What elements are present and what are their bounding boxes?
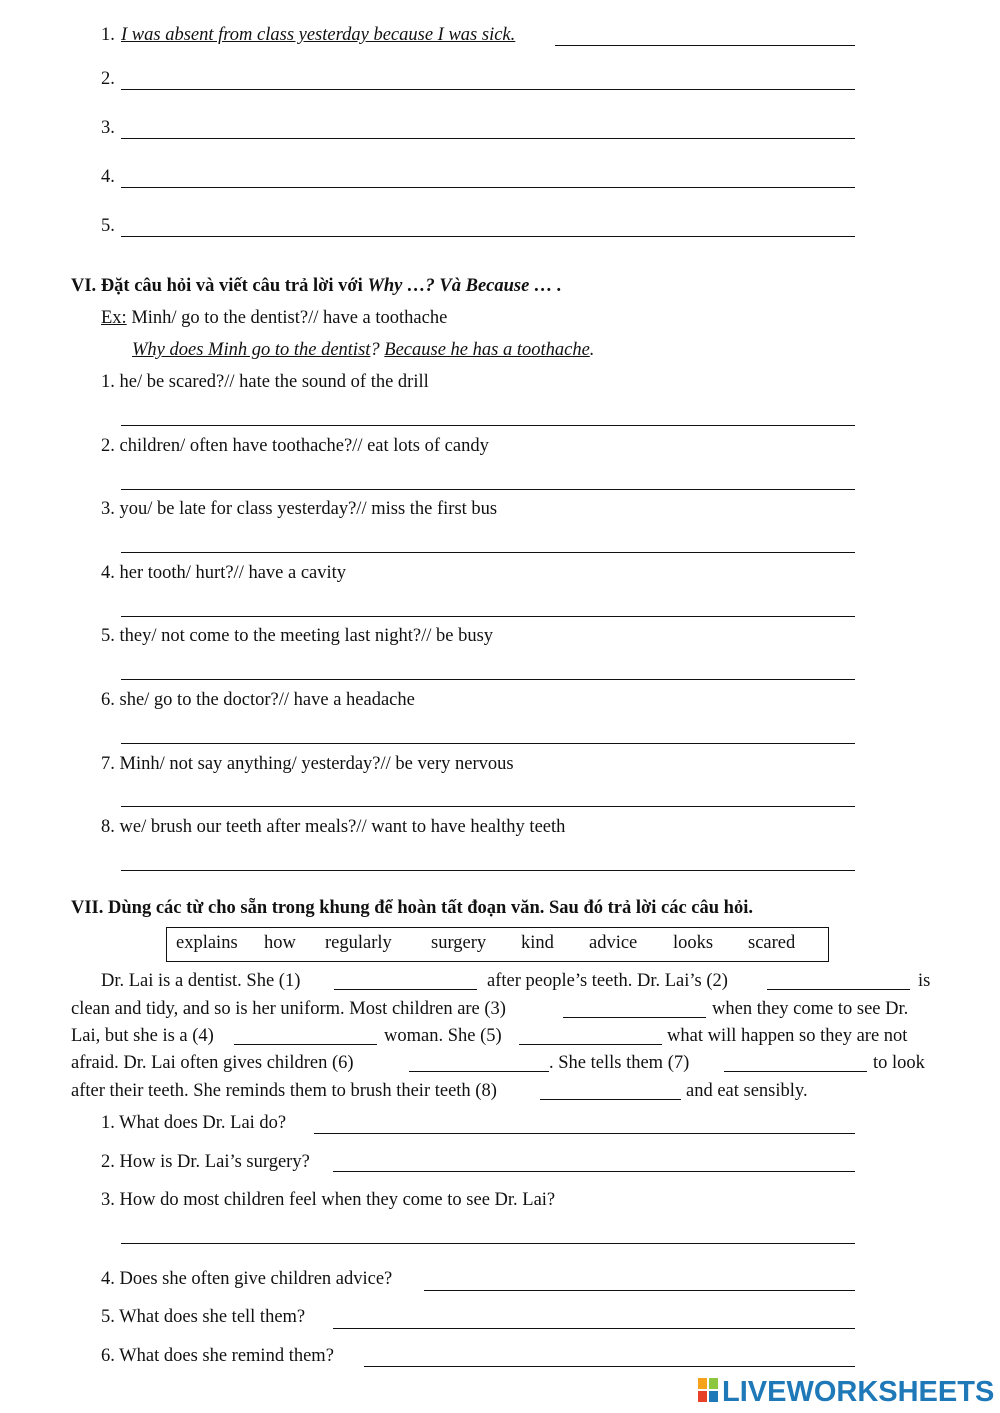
example-prompt xyxy=(101,308,447,329)
example-answer: I was absent from class yesterday because I was sick. xyxy=(121,25,516,45)
title-why: Why …? xyxy=(367,276,435,296)
answer-line[interactable] xyxy=(121,236,855,237)
example-cue: Minh/ go to the dentist?// have a toothache xyxy=(131,308,448,328)
answer-line[interactable] xyxy=(121,679,855,680)
comprehension-question: 4. Does she often give children advice? xyxy=(101,1269,393,1289)
paragraph-text: what will happen so they are not xyxy=(667,1026,908,1046)
title-because: Because … . xyxy=(465,276,562,296)
word-bank-item: advice xyxy=(589,933,638,953)
question-prompt: 8. we/ brush our teeth after meals?// want to have healthy teeth xyxy=(101,817,566,837)
answer-line[interactable] xyxy=(333,1171,855,1172)
word-bank-item: how xyxy=(264,933,296,953)
answer-line[interactable] xyxy=(121,870,855,871)
blank-5[interactable] xyxy=(519,1044,662,1045)
answer-line[interactable] xyxy=(121,89,855,90)
blank-2[interactable] xyxy=(767,989,910,990)
answer-line[interactable] xyxy=(121,187,855,188)
example-question: Why does Minh go to the dentist xyxy=(132,340,371,360)
item-number: 2. xyxy=(101,69,115,89)
word-bank-item: explains xyxy=(176,933,238,953)
liveworksheets-mark-icon xyxy=(698,1378,720,1404)
question-prompt: 1. he/ be scared?// hate the sound of the drill xyxy=(101,372,429,392)
example-reply: Because he has a toothache xyxy=(384,340,590,360)
word-bank xyxy=(166,927,829,962)
comprehension-question: 6. What does she remind them? xyxy=(101,1346,334,1366)
word-bank-item: regularly xyxy=(325,933,392,953)
paragraph-text: after their teeth. She reminds them to brush their teeth (8) xyxy=(71,1081,497,1101)
comprehension-question: 1. What does Dr. Lai do? xyxy=(101,1113,287,1133)
question-prompt: 4. her tooth/ hurt?// have a cavity xyxy=(101,563,347,583)
blank-4[interactable] xyxy=(234,1044,377,1045)
item-number: 4. xyxy=(101,167,115,187)
item-number: 3. xyxy=(101,118,115,138)
paragraph-text: when they come to see Dr. xyxy=(712,999,909,1019)
example-model-answer xyxy=(132,340,594,361)
title-va: Và xyxy=(439,276,461,296)
example-label: Ex: xyxy=(101,308,127,328)
question-prompt: 3. you/ be late for class yesterday?// miss the first bus xyxy=(101,499,498,519)
question-prompt: 2. children/ often have toothache?// eat lots of candy xyxy=(101,436,489,456)
blank-7[interactable] xyxy=(724,1071,867,1072)
answer-line[interactable] xyxy=(333,1328,855,1329)
blank-3[interactable] xyxy=(563,1017,706,1018)
paragraph-text: to look xyxy=(873,1053,925,1073)
answer-line[interactable] xyxy=(121,138,855,139)
answer-line[interactable] xyxy=(424,1290,855,1291)
watermark-text: LIVEWORKSHEETS xyxy=(722,1376,995,1408)
paragraph-text: clean and tidy, and so is her uniform. Most children are (3) xyxy=(71,999,506,1019)
answer-line[interactable] xyxy=(555,45,855,46)
blank-1[interactable] xyxy=(334,989,477,990)
word-bank-item: kind xyxy=(521,933,554,953)
paragraph-text: afraid. Dr. Lai often gives children (6) xyxy=(71,1053,354,1073)
answer-line[interactable] xyxy=(121,616,855,617)
liveworksheets-logo xyxy=(698,1376,994,1410)
answer-line[interactable] xyxy=(121,552,855,553)
section-vi-title xyxy=(71,276,562,297)
item-number: 1. xyxy=(101,25,115,45)
paragraph-text: woman. She (5) xyxy=(384,1026,502,1046)
word-bank-item: looks xyxy=(673,933,714,953)
comprehension-question: 5. What does she tell them? xyxy=(101,1307,306,1327)
word-bank-item: surgery xyxy=(431,933,487,953)
paragraph-text: Dr. Lai is a dentist. She (1) xyxy=(101,971,301,991)
period: . xyxy=(589,340,595,360)
answer-line[interactable] xyxy=(121,806,855,807)
answer-line[interactable] xyxy=(121,425,855,426)
paragraph-text: Lai, but she is a (4) xyxy=(71,1026,214,1046)
question-prompt: 7. Minh/ not say anything/ yesterday?// be very nervous xyxy=(101,754,514,774)
blank-8[interactable] xyxy=(540,1099,681,1100)
comprehension-question: 2. How is Dr. Lai’s surgery? xyxy=(101,1152,310,1172)
paragraph-text: . She tells them (7) xyxy=(549,1053,690,1073)
answer-line[interactable] xyxy=(314,1133,855,1134)
paragraph-text: and eat sensibly. xyxy=(686,1081,808,1101)
question-prompt: 6. she/ go to the doctor?// have a headache xyxy=(101,690,415,710)
answer-line[interactable] xyxy=(121,489,855,490)
section-vii-title: VII. Dùng các từ cho sẵn trong khung để hoàn tất đoạn văn. Sau đó trả lời các câu hỏi. xyxy=(71,898,753,918)
comprehension-question: 3. How do most children feel when they come to see Dr. Lai? xyxy=(101,1190,556,1210)
word-bank-item: scared xyxy=(748,933,796,953)
item-number: 5. xyxy=(101,216,115,236)
question-prompt: 5. they/ not come to the meeting last night?// be busy xyxy=(101,626,494,646)
paragraph-text: is xyxy=(918,971,931,991)
qmark: ? xyxy=(370,340,385,360)
answer-line[interactable] xyxy=(121,1243,855,1244)
paragraph-text: after people’s teeth. Dr. Lai’s (2) xyxy=(487,971,728,991)
section-number: VI. xyxy=(71,276,97,296)
blank-6[interactable] xyxy=(409,1071,549,1072)
answer-line[interactable] xyxy=(121,743,855,744)
section-instruction: Đặt câu hỏi và viết câu trả lời với xyxy=(100,276,363,296)
answer-line[interactable] xyxy=(364,1366,855,1367)
